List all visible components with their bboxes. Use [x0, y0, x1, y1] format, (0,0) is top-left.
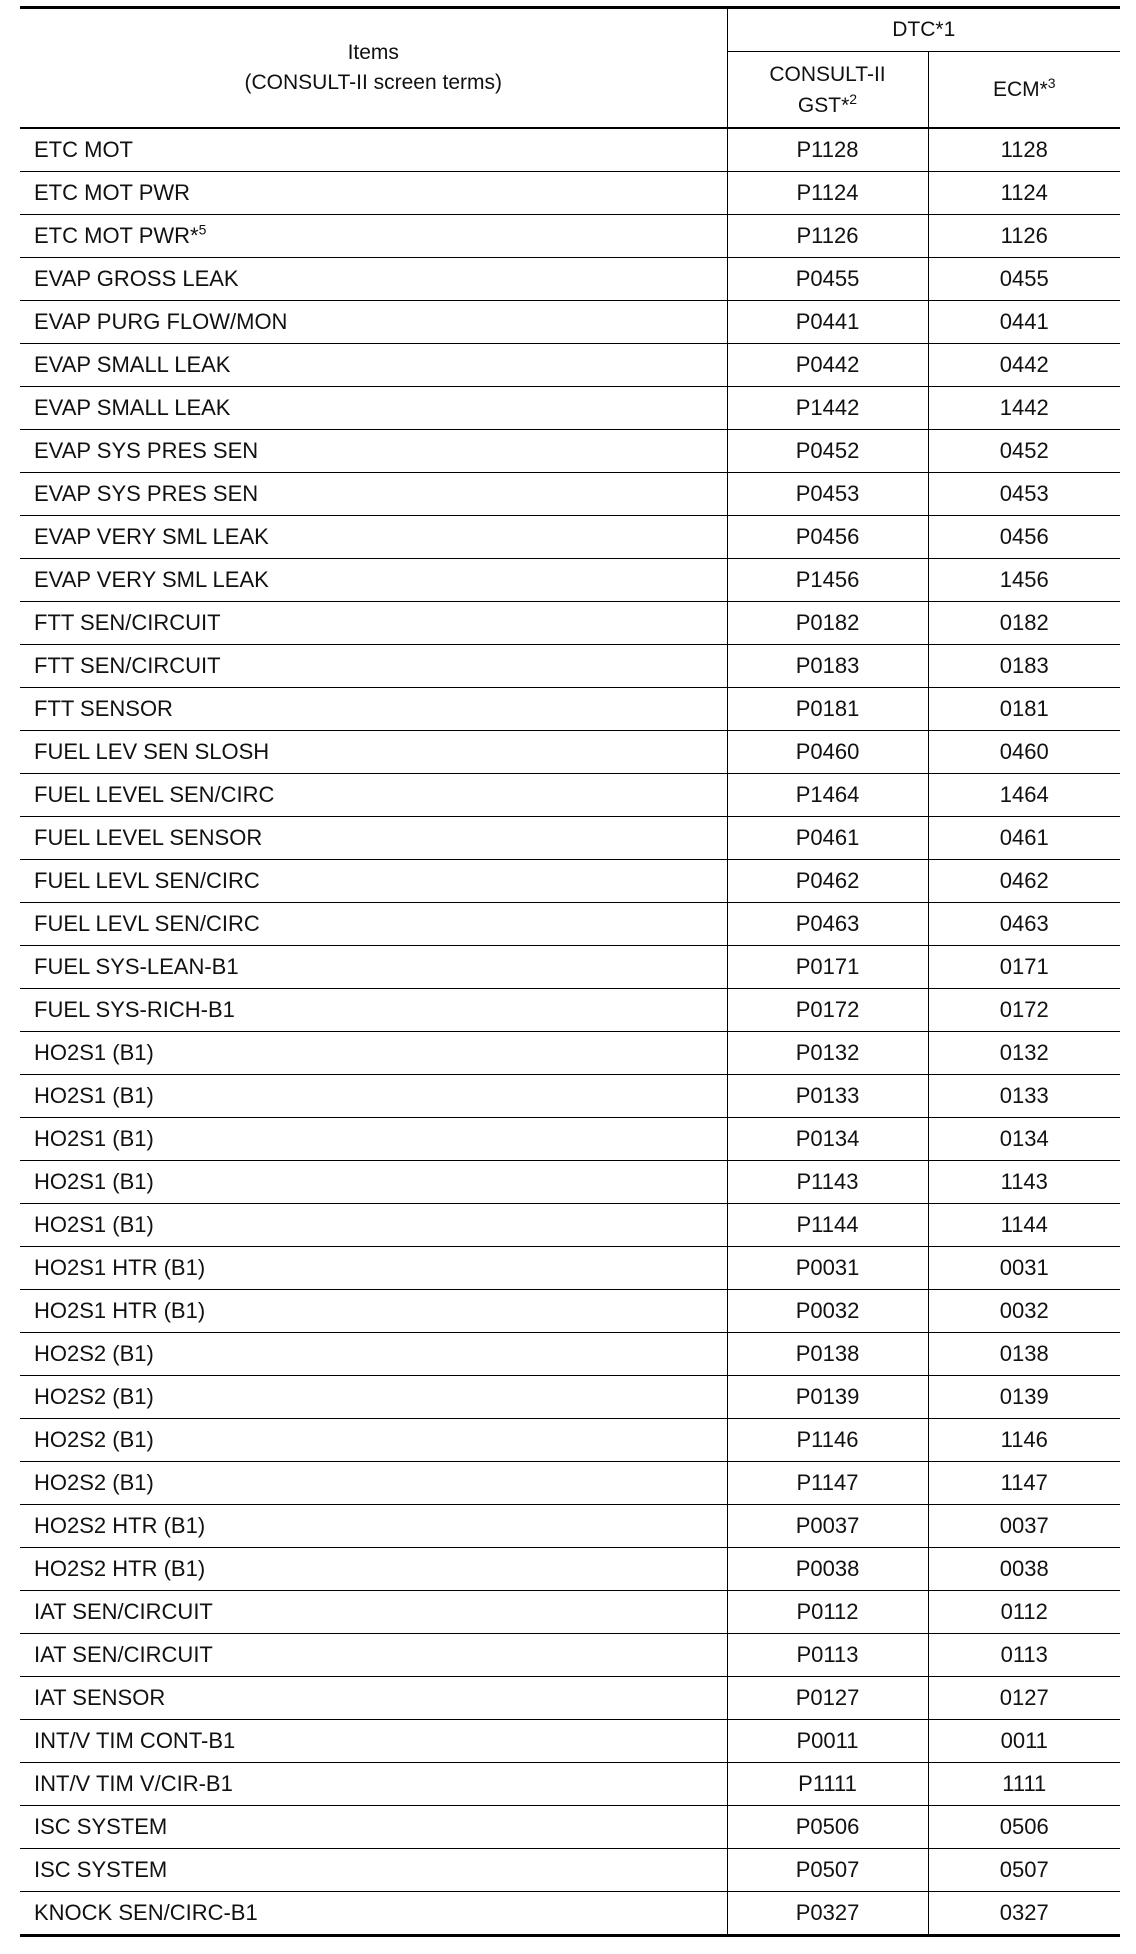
table-row	[20, 215, 1120, 258]
ecm-code-cell: 0442	[928, 344, 1120, 387]
gst-code-cell: P0138	[727, 1333, 928, 1376]
table-row	[20, 1290, 1120, 1333]
ecm-code-cell: 0172	[928, 989, 1120, 1032]
ecm-code-cell: 1128	[928, 128, 1120, 172]
item-name: FUEL LEV SEN SLOSH	[34, 739, 270, 764]
item-cell	[20, 258, 727, 301]
item-cell	[20, 1290, 727, 1333]
item-name: EVAP PURG FLOW/MON	[34, 309, 288, 334]
ecm-code-cell: 1124	[928, 172, 1120, 215]
ecm-code-cell: 0463	[928, 903, 1120, 946]
item-name: IAT SEN/CIRCUIT	[34, 1642, 213, 1667]
ecm-code-cell: 0113	[928, 1634, 1120, 1677]
ecm-code-cell: 0452	[928, 430, 1120, 473]
table-row	[20, 1376, 1120, 1419]
item-cell	[20, 1763, 727, 1806]
item-name: EVAP SMALL LEAK	[34, 395, 231, 420]
gst-code-cell: P1143	[727, 1161, 928, 1204]
gst-code-cell: P0461	[727, 817, 928, 860]
item-name: HO2S2 (B1)	[34, 1384, 154, 1409]
item-cell	[20, 860, 727, 903]
gst-code-cell: P0183	[727, 645, 928, 688]
table-row	[20, 128, 1120, 172]
ecm-code-cell: 0182	[928, 602, 1120, 645]
item-cell	[20, 1806, 727, 1849]
ecm-code-cell: 0032	[928, 1290, 1120, 1333]
ecm-code-cell: 0327	[928, 1892, 1120, 1936]
gst-code-cell: P0181	[727, 688, 928, 731]
item-cell	[20, 559, 727, 602]
table-row	[20, 344, 1120, 387]
item-name: HO2S1 (B1)	[34, 1083, 154, 1108]
item-name: FUEL LEVEL SEN/CIRC	[34, 782, 275, 807]
gst-code-cell: P0460	[727, 731, 928, 774]
item-name: IAT SENSOR	[34, 1685, 166, 1710]
item-name: HO2S1 (B1)	[34, 1040, 154, 1065]
gst-code-cell: P1124	[727, 172, 928, 215]
ecm-code-cell: 0453	[928, 473, 1120, 516]
item-name: HO2S2 (B1)	[34, 1470, 154, 1495]
item-cell	[20, 774, 727, 817]
table-row	[20, 1118, 1120, 1161]
ecm-code-cell: 0138	[928, 1333, 1120, 1376]
item-name: FUEL SYS-LEAN-B1	[34, 954, 239, 979]
gst-code-cell: P1126	[727, 215, 928, 258]
item-name: FUEL LEVL SEN/CIRC	[34, 868, 260, 893]
table-row	[20, 387, 1120, 430]
item-name: ISC SYSTEM	[34, 1814, 168, 1839]
ecm-code-cell: 1111	[928, 1763, 1120, 1806]
gst-code-cell: P0127	[727, 1677, 928, 1720]
ecm-code-cell: 1126	[928, 215, 1120, 258]
item-name: KNOCK SEN/CIRC-B1	[34, 1900, 258, 1925]
ecm-code-cell: 0011	[928, 1720, 1120, 1763]
item-cell	[20, 1118, 727, 1161]
table-row	[20, 946, 1120, 989]
table-row	[20, 1763, 1120, 1806]
item-name: ISC SYSTEM	[34, 1857, 168, 1882]
gst-code-cell: P0441	[727, 301, 928, 344]
ecm-code-cell: 0462	[928, 860, 1120, 903]
gst-code-cell: P0327	[727, 1892, 928, 1936]
item-cell	[20, 1032, 727, 1075]
item-cell	[20, 1634, 727, 1677]
table-row	[20, 774, 1120, 817]
table-row	[20, 688, 1120, 731]
item-name: EVAP SMALL LEAK	[34, 352, 231, 377]
item-name: EVAP SYS PRES SEN	[34, 438, 259, 463]
table-body	[20, 128, 1120, 1936]
ecm-label: ECM*	[992, 78, 1048, 101]
ecm-code-cell: 0181	[928, 688, 1120, 731]
item-name: HO2S1 HTR (B1)	[34, 1255, 206, 1280]
gst-code-cell: P1144	[727, 1204, 928, 1247]
table-row	[20, 559, 1120, 602]
gst-code-cell: P0032	[727, 1290, 928, 1333]
gst-code-cell: P0453	[727, 473, 928, 516]
ecm-code-cell: 0127	[928, 1677, 1120, 1720]
table-row	[20, 172, 1120, 215]
gst-code-cell: P0442	[727, 344, 928, 387]
table-row	[20, 1247, 1120, 1290]
gst-label: GST*	[797, 93, 850, 117]
ecm-code-cell: 1464	[928, 774, 1120, 817]
gst-code-cell: P1128	[727, 128, 928, 172]
gst-code-cell: P0172	[727, 989, 928, 1032]
gst-code-cell: P0171	[727, 946, 928, 989]
item-name: EVAP GROSS LEAK	[34, 266, 239, 291]
gst-code-cell: P0462	[727, 860, 928, 903]
table-row	[20, 1849, 1120, 1892]
item-cell	[20, 1462, 727, 1505]
item-name: HO2S1 (B1)	[34, 1212, 154, 1237]
gst-code-cell: P0506	[727, 1806, 928, 1849]
gst-code-cell: P0133	[727, 1075, 928, 1118]
ecm-code-cell: 0455	[928, 258, 1120, 301]
table-row	[20, 1419, 1120, 1462]
gst-code-cell: P0463	[727, 903, 928, 946]
item-cell	[20, 1161, 727, 1204]
item-cell	[20, 645, 727, 688]
item-cell	[20, 1591, 727, 1634]
consult-header-line1: CONSULT-II	[769, 62, 886, 86]
table-row	[20, 1806, 1120, 1849]
item-name: FUEL LEVL SEN/CIRC	[34, 911, 260, 936]
gst-code-cell: P0113	[727, 1634, 928, 1677]
gst-code-cell: P0031	[727, 1247, 928, 1290]
ecm-header-text	[929, 74, 1121, 105]
table-header	[20, 8, 1120, 129]
table-row	[20, 301, 1120, 344]
ecm-code-cell: 0134	[928, 1118, 1120, 1161]
table-row	[20, 1075, 1120, 1118]
item-cell	[20, 1548, 727, 1591]
item-name: ETC MOT PWR*	[34, 223, 199, 248]
gst-code-cell: P1456	[727, 559, 928, 602]
item-cell	[20, 473, 727, 516]
item-name: HO2S2 HTR (B1)	[34, 1556, 206, 1581]
gst-code-cell: P1464	[727, 774, 928, 817]
item-cell	[20, 817, 727, 860]
table-row	[20, 1548, 1120, 1591]
item-name: FTT SEN/CIRCUIT	[34, 653, 221, 678]
item-name: FTT SENSOR	[34, 696, 173, 721]
item-cell	[20, 344, 727, 387]
table-row	[20, 903, 1120, 946]
table-row	[20, 1505, 1120, 1548]
dtc-column-header: DTC*1	[727, 8, 1120, 52]
items-header-line1: Items	[347, 41, 399, 64]
ecm-code-cell: 1147	[928, 1462, 1120, 1505]
gst-code-cell: P0182	[727, 602, 928, 645]
table-row	[20, 1333, 1120, 1376]
ecm-code-cell: 1146	[928, 1419, 1120, 1462]
table-row	[20, 860, 1120, 903]
items-column-header	[20, 8, 727, 129]
item-name: HO2S1 HTR (B1)	[34, 1298, 206, 1323]
item-cell	[20, 688, 727, 731]
item-name: ETC MOT PWR	[34, 180, 191, 205]
table-row	[20, 1204, 1120, 1247]
table-row	[20, 1892, 1120, 1936]
item-cell	[20, 1849, 727, 1892]
item-name: IAT SEN/CIRCUIT	[34, 1599, 213, 1624]
ecm-code-cell: 0461	[928, 817, 1120, 860]
table-row	[20, 1677, 1120, 1720]
ecm-code-cell: 0441	[928, 301, 1120, 344]
item-cell	[20, 1204, 727, 1247]
table-row	[20, 989, 1120, 1032]
table-row	[20, 645, 1120, 688]
item-name: INT/V TIM V/CIR-B1	[34, 1771, 233, 1796]
table-row	[20, 430, 1120, 473]
table-row	[20, 1462, 1120, 1505]
table-row	[20, 731, 1120, 774]
ecm-code-cell: 1143	[928, 1161, 1120, 1204]
item-name: INT/V TIM CONT-B1	[34, 1728, 236, 1753]
item-cell	[20, 215, 727, 258]
item-cell	[20, 1075, 727, 1118]
item-name: HO2S2 (B1)	[34, 1427, 154, 1452]
item-cell	[20, 516, 727, 559]
item-cell	[20, 1247, 727, 1290]
table-row	[20, 473, 1120, 516]
item-cell	[20, 128, 727, 172]
item-cell	[20, 1892, 727, 1936]
ecm-code-cell: 0132	[928, 1032, 1120, 1075]
ecm-footnote-mark: 3	[1047, 75, 1056, 91]
ecm-code-cell: 1144	[928, 1204, 1120, 1247]
table-row	[20, 258, 1120, 301]
item-cell	[20, 946, 727, 989]
item-cell	[20, 903, 727, 946]
item-cell	[20, 1677, 727, 1720]
gst-code-cell: P0139	[727, 1376, 928, 1419]
ecm-column-header	[928, 52, 1120, 129]
gst-code-cell: P1442	[727, 387, 928, 430]
table-row	[20, 1720, 1120, 1763]
ecm-code-cell: 1442	[928, 387, 1120, 430]
item-cell	[20, 387, 727, 430]
item-name: EVAP VERY SML LEAK	[34, 524, 269, 549]
table-row	[20, 602, 1120, 645]
item-cell	[20, 1333, 727, 1376]
item-name: HO2S1 (B1)	[34, 1126, 154, 1151]
ecm-code-cell: 0507	[928, 1849, 1120, 1892]
dtc-table	[20, 6, 1120, 1937]
gst-code-cell: P0038	[727, 1548, 928, 1591]
item-name: FUEL SYS-RICH-B1	[34, 997, 235, 1022]
gst-footnote-mark: 2	[849, 90, 858, 107]
ecm-code-cell: 1456	[928, 559, 1120, 602]
ecm-code-cell: 0460	[928, 731, 1120, 774]
item-cell	[20, 172, 727, 215]
table-row	[20, 1634, 1120, 1677]
ecm-code-cell: 0506	[928, 1806, 1120, 1849]
item-cell	[20, 1419, 727, 1462]
table-row	[20, 817, 1120, 860]
ecm-code-cell: 0112	[928, 1591, 1120, 1634]
consult-header-line2	[728, 90, 928, 121]
table-row	[20, 1161, 1120, 1204]
item-name: HO2S2 HTR (B1)	[34, 1513, 206, 1538]
gst-code-cell: P0011	[727, 1720, 928, 1763]
gst-code-cell: P0452	[727, 430, 928, 473]
gst-code-cell: P1147	[727, 1462, 928, 1505]
table-row	[20, 1591, 1120, 1634]
ecm-code-cell: 0171	[928, 946, 1120, 989]
gst-code-cell: P0037	[727, 1505, 928, 1548]
ecm-code-cell: 0031	[928, 1247, 1120, 1290]
item-name: EVAP VERY SML LEAK	[34, 567, 269, 592]
ecm-code-cell: 0139	[928, 1376, 1120, 1419]
item-cell	[20, 1376, 727, 1419]
gst-code-cell: P0112	[727, 1591, 928, 1634]
item-cell	[20, 989, 727, 1032]
item-name: FUEL LEVEL SENSOR	[34, 825, 263, 850]
item-name: FTT SEN/CIRCUIT	[34, 610, 221, 635]
item-cell	[20, 430, 727, 473]
item-cell	[20, 1720, 727, 1763]
ecm-code-cell: 0037	[928, 1505, 1120, 1548]
item-name: ETC MOT	[34, 137, 133, 162]
consult-gst-column-header	[727, 52, 928, 129]
ecm-code-cell: 0183	[928, 645, 1120, 688]
gst-code-cell: P0507	[727, 1849, 928, 1892]
item-cell	[20, 1505, 727, 1548]
item-name: HO2S2 (B1)	[34, 1341, 154, 1366]
item-name: EVAP SYS PRES SEN	[34, 481, 259, 506]
table-row	[20, 1032, 1120, 1075]
gst-code-cell: P1111	[727, 1763, 928, 1806]
gst-code-cell: P0455	[727, 258, 928, 301]
table-row	[20, 516, 1120, 559]
ecm-code-cell: 0456	[928, 516, 1120, 559]
item-cell	[20, 602, 727, 645]
item-cell	[20, 731, 727, 774]
ecm-code-cell: 0038	[928, 1548, 1120, 1591]
ecm-code-cell: 0133	[928, 1075, 1120, 1118]
gst-code-cell: P1146	[727, 1419, 928, 1462]
item-cell	[20, 301, 727, 344]
gst-code-cell: P0134	[727, 1118, 928, 1161]
item-name: HO2S1 (B1)	[34, 1169, 154, 1194]
gst-code-cell: P0456	[727, 516, 928, 559]
items-header-line2: (CONSULT-II screen terms)	[244, 71, 502, 94]
item-footnote-mark: 5	[198, 221, 207, 238]
gst-code-cell: P0132	[727, 1032, 928, 1075]
